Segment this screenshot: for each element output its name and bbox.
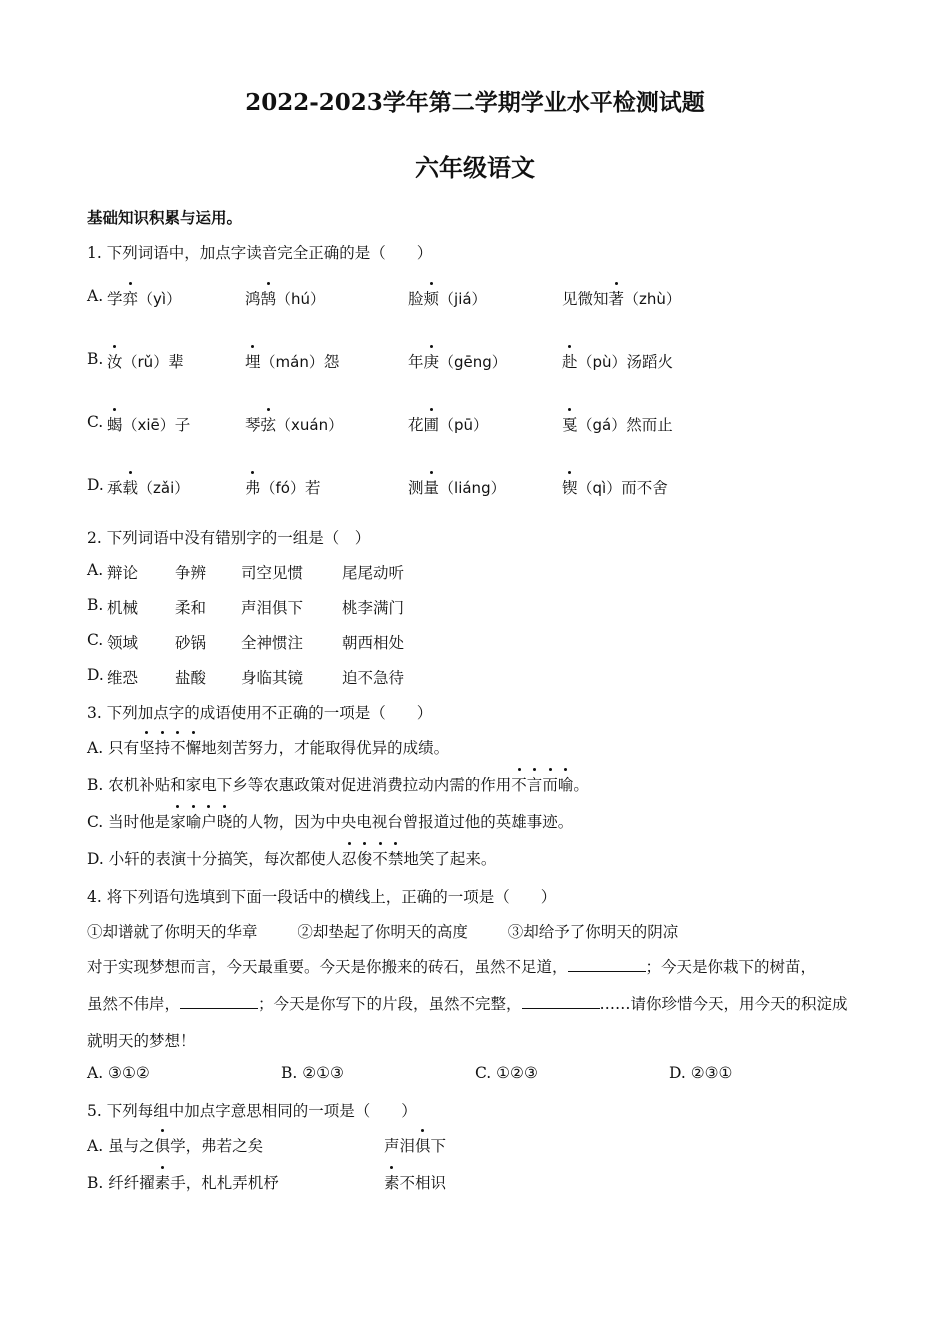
- pinyin: （zǎi）: [138, 479, 190, 497]
- text: 子: [174, 416, 191, 434]
- text: 当时他是: [108, 813, 171, 831]
- exam-subtitle: 六年级语文: [415, 153, 535, 182]
- dotted-char: 弗: [245, 476, 261, 498]
- q4-passage-line-1: [87, 955, 816, 977]
- dotted-char: 量: [424, 476, 440, 498]
- dotted-char: 素: [384, 1171, 400, 1193]
- text: 鸿: [245, 290, 261, 308]
- text: 小轩的表演十分搞笑，每次都使人: [108, 850, 342, 868]
- blank-3[interactable]: [522, 994, 600, 1009]
- dotted-char: 弈: [123, 287, 139, 309]
- text: 测: [408, 479, 424, 497]
- text: 地笑了起来。: [403, 850, 497, 868]
- dotted-char: 不: [372, 847, 388, 869]
- text: 汤蹈火: [626, 353, 674, 371]
- q2-word: 迫不急待: [342, 669, 405, 687]
- pinyin: （gēng）: [439, 353, 507, 371]
- q1-item: [107, 287, 181, 309]
- text: 琴: [245, 416, 261, 434]
- dotted-char: 载: [123, 476, 139, 498]
- dotted-char: 喻: [186, 810, 202, 832]
- dotted-char: 不: [170, 736, 186, 758]
- q2-word: 辩论: [107, 564, 139, 582]
- q5-option-b: [87, 1171, 279, 1193]
- pinyin: （pū）: [439, 416, 489, 434]
- dotted-char: 素: [155, 1171, 171, 1193]
- q2-option-label: A.: [87, 561, 104, 579]
- option-label: C.: [87, 813, 104, 831]
- q1-item: [562, 413, 673, 435]
- dotted-text: [384, 1174, 400, 1192]
- q1-option-label: B.: [87, 350, 104, 368]
- q2-word: 声泪俱下: [241, 599, 304, 617]
- text: 的人物，因为中央电视台曾报道过他的英雄事迹。: [232, 813, 574, 831]
- option-label: A.: [87, 1137, 104, 1155]
- dotted-char: 俱: [155, 1134, 171, 1156]
- text: 而不舍: [621, 479, 668, 497]
- q1-item: [245, 413, 343, 435]
- text: ；今天是你栽下的树苗，: [645, 958, 817, 976]
- choice-3: ③却给予了你明天的阴凉: [507, 923, 679, 941]
- text: 虽然不伟岸，: [87, 995, 181, 1013]
- text: 脸: [408, 290, 424, 308]
- text: 纤纤擢: [108, 1174, 155, 1192]
- text: 地刻苦努力，才能取得优异的成绩。: [201, 739, 450, 757]
- dotted-char: 户: [201, 810, 217, 832]
- text: 承: [107, 479, 123, 497]
- text: 然而止: [626, 416, 673, 434]
- text: 只有: [108, 739, 140, 757]
- text: 见微知: [562, 290, 609, 308]
- q1-item: [245, 287, 325, 309]
- pinyin: （liáng）: [439, 479, 506, 497]
- q1-stem: 1. 下列词语中，加点字读音完全正确的是（ ）: [87, 244, 433, 262]
- dotted-char: 颊: [424, 287, 440, 309]
- q1-option-label: A.: [87, 287, 104, 305]
- section-heading: 基础知识积累与运用。: [87, 208, 243, 227]
- text: ；今天是你写下的片段，虽然不完整，: [258, 995, 522, 1013]
- dotted-text: [155, 1137, 171, 1155]
- text: 年: [408, 353, 424, 371]
- pinyin: （hú）: [276, 290, 326, 308]
- q5-option-a-right: [384, 1134, 446, 1156]
- option-label: B.: [87, 776, 104, 794]
- q2-word: 桃李满门: [342, 599, 405, 617]
- dotted-char: 言: [527, 773, 543, 795]
- dotted-char: 庚: [424, 350, 440, 372]
- text: 不相识: [399, 1174, 447, 1192]
- text: ……请你珍惜今天，用今天的积淀成: [599, 995, 848, 1013]
- option-label: D.: [87, 850, 104, 868]
- dotted-char: 锲: [562, 476, 578, 498]
- q2-word: 身临其镜: [241, 669, 304, 687]
- dotted-text: [170, 813, 232, 831]
- text: 若: [304, 479, 321, 497]
- q4-option-b: B. ②①③: [281, 1064, 344, 1082]
- blank-2[interactable]: [180, 994, 258, 1009]
- q2-word: 司空见惯: [241, 564, 304, 582]
- pinyin: （xuán）: [276, 416, 344, 434]
- dotted-char: 晓: [217, 810, 233, 832]
- text: 怨: [323, 353, 340, 371]
- q1-item: [408, 350, 507, 372]
- dotted-char: 弦: [261, 413, 277, 435]
- text: 虽与之: [108, 1137, 155, 1155]
- q1-item: [562, 350, 673, 372]
- dotted-char: 坚: [139, 736, 155, 758]
- q2-option-label: B.: [87, 596, 104, 614]
- dotted-char: 俱: [415, 1134, 431, 1156]
- text: 手，札札弄机杼: [170, 1174, 279, 1192]
- q4-option-c: C. ①②③: [475, 1064, 538, 1082]
- text: 花: [408, 416, 424, 434]
- q2-word: 领域: [107, 634, 139, 652]
- pinyin: （xiē）: [122, 416, 175, 434]
- q3-option-a: [87, 736, 449, 758]
- text: 对于实现梦想而言，今天最重要。今天是你搬来的砖石，虽然不足道，: [87, 958, 568, 976]
- text: 声泪: [384, 1137, 416, 1155]
- q2-option-label: D.: [87, 666, 104, 684]
- dotted-char: 家: [170, 810, 186, 832]
- q4-passage-line-2: [87, 992, 848, 1014]
- dotted-char: 鹄: [261, 287, 277, 309]
- q1-item: [245, 476, 321, 498]
- dotted-char: 禁: [388, 847, 404, 869]
- text: 下: [430, 1137, 447, 1155]
- dotted-char: 汝: [107, 350, 123, 372]
- choice-2: ②却垫起了你明天的高度: [297, 923, 468, 941]
- dotted-char: 忍: [341, 847, 357, 869]
- choice-1: ①却谱就了你明天的华章: [87, 923, 258, 941]
- q4-choices: [87, 920, 678, 942]
- pinyin: （qì）: [577, 479, 622, 497]
- pinyin: （gá）: [577, 416, 627, 434]
- pinyin: （rǔ）: [122, 353, 169, 371]
- dotted-char: 埋: [245, 350, 261, 372]
- dotted-char: 俊: [357, 847, 373, 869]
- q4-passage-line-3: 就明天的梦想！: [87, 1032, 196, 1050]
- dotted-text: [155, 1174, 171, 1192]
- q5-stem: 5. 下列每组中加点字意思相同的一项是（ ）: [87, 1102, 417, 1120]
- dotted-char: 圃: [424, 413, 440, 435]
- pinyin: （jiá）: [439, 290, 487, 308]
- q1-item: [562, 287, 681, 309]
- q1-item: [408, 287, 487, 309]
- q2-option-label: C.: [87, 631, 104, 649]
- q5-option-a: [87, 1134, 263, 1156]
- q1-item: [107, 476, 189, 498]
- q1-option-label: C.: [87, 413, 104, 431]
- q2-word: 全神惯注: [241, 634, 304, 652]
- dotted-char: 不: [511, 773, 527, 795]
- q2-word: 柔和: [175, 599, 207, 617]
- pinyin: （mán）: [260, 353, 324, 371]
- q2-word: 砂锅: [175, 634, 207, 652]
- q3-option-b: [87, 773, 589, 795]
- dotted-text: [415, 1137, 431, 1155]
- option-label: A.: [87, 739, 104, 757]
- q1-item: [408, 413, 488, 435]
- q2-word: 维恐: [107, 669, 139, 687]
- dotted-char: 而: [542, 773, 558, 795]
- dotted-char: 喻: [558, 773, 574, 795]
- q1-item: [562, 476, 668, 498]
- q4-option-d: D. ②③①: [669, 1064, 733, 1082]
- q2-stem: 2. 下列词语中没有错别字的一组是（ ）: [87, 529, 371, 547]
- pinyin: （fó）: [260, 479, 305, 497]
- text: 。: [573, 776, 589, 794]
- pinyin: （pù）: [577, 353, 627, 371]
- dotted-char: 懈: [186, 736, 202, 758]
- dotted-char: 戛: [562, 413, 578, 435]
- q1-item: [107, 413, 190, 435]
- dotted-text: [139, 739, 201, 757]
- option-label: B.: [87, 1174, 104, 1192]
- q3-option-c: [87, 810, 573, 832]
- dotted-char: 赴: [562, 350, 578, 372]
- q2-word: 盐酸: [175, 669, 207, 687]
- dotted-text: [341, 850, 403, 868]
- dotted-char: 持: [155, 736, 171, 758]
- text: 学: [107, 290, 123, 308]
- q3-stem: 3. 下列加点字的成语使用不正确的一项是（ ）: [87, 704, 433, 722]
- text: 学，弗若之矣: [170, 1137, 264, 1155]
- q1-item: [408, 476, 506, 498]
- blank-1[interactable]: [568, 957, 646, 972]
- text: 农机补贴和家电下乡等农惠政策对促进消费拉动内需的作用: [108, 776, 512, 794]
- pinyin: （yì）: [138, 290, 182, 308]
- q2-word: 争辨: [175, 564, 207, 582]
- q3-option-d: [87, 847, 496, 869]
- text: 辈: [168, 353, 184, 371]
- q2-word: 尾尾动听: [342, 564, 405, 582]
- q5-option-b-right: [384, 1171, 446, 1193]
- dotted-char: 蝎: [107, 413, 123, 435]
- pinyin: （zhù）: [624, 290, 681, 308]
- dotted-char: 著: [609, 287, 625, 309]
- q1-item: [245, 350, 339, 372]
- q1-option-label: D.: [87, 476, 104, 494]
- q4-stem: 4. 将下列语句选填到下面一段话中的横线上，正确的一项是（ ）: [87, 888, 557, 906]
- dotted-text: [511, 776, 573, 794]
- q4-option-a: A. ③①②: [87, 1064, 150, 1082]
- q2-word: 朝西相处: [342, 634, 405, 652]
- q1-item: [107, 350, 184, 372]
- exam-title: 2022-2023学年第二学期学业水平检测试题: [245, 89, 705, 116]
- q2-word: 机械: [107, 599, 139, 617]
